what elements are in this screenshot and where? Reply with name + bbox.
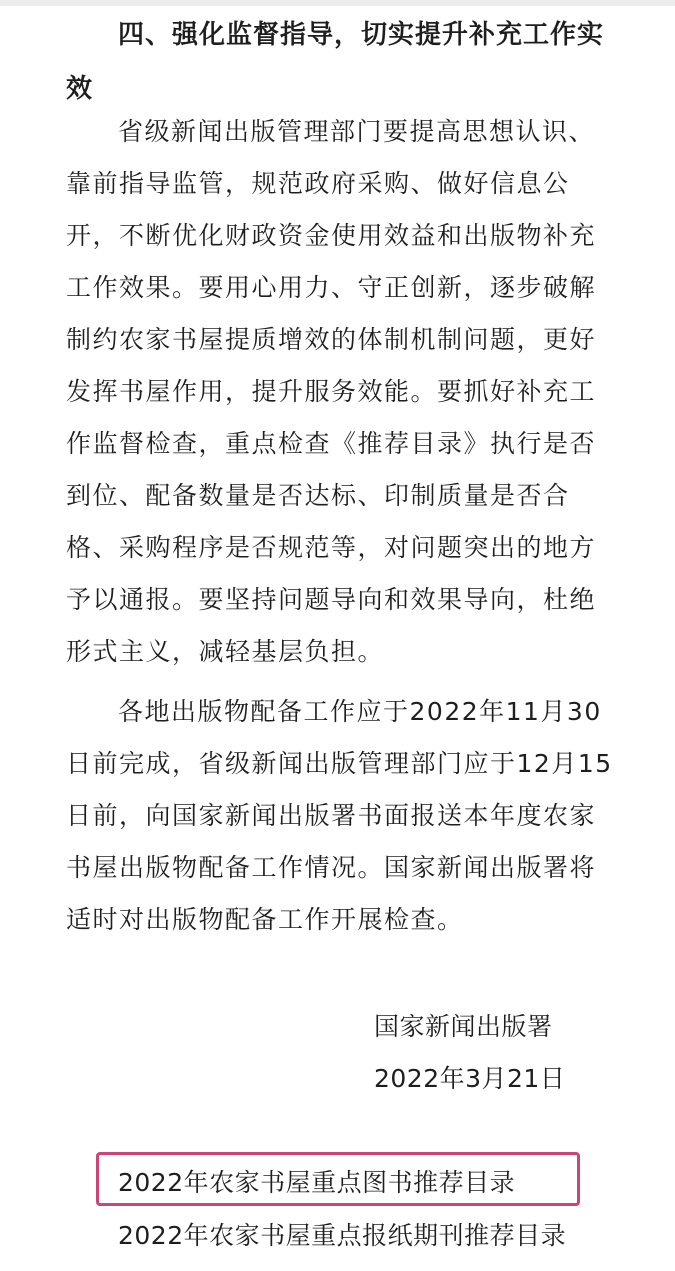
signature-date: 2022年3月21日 bbox=[374, 1064, 566, 1093]
top-edge bbox=[0, 0, 675, 6]
paragraph-supervision bbox=[66, 106, 618, 678]
section-heading-text: 四、强化监督指导，切实提升补充工作实效 bbox=[66, 20, 605, 104]
section-heading bbox=[66, 8, 618, 116]
paragraph-deadline-text: 各地出版物配备工作应于2022年11月30日前完成，省级新闻出版管理部门应于12月15日前，向国家新闻出版署书面报送本年度农家书屋出版物配备工作情况。国家新闻出版署将适时对出版物配备工作开展检查。 bbox=[66, 697, 613, 934]
paragraph-supervision-text: 省级新闻出版管理部门要提高思想认识、靠前指导监管，规范政府采购、做好信息公开，不断优化财政资金使用效益和出版物补充工作效果。要用心用力、守正创新，逐步破解制约农家书屋提质增效的体制机制问题，更好发挥书屋作用，提升服务效能。要抓好补充工作监督检查，重点检查《推荐目录》执行是否到位、配备数量是否达标、印制质量是否合格、采购程序是否规范等，对问题突出的地方予以通报。要坚持问题导向和效果导向，杜绝形式主义，减轻基层负担。 bbox=[66, 117, 597, 666]
attachment-link-books[interactable]: 2022年农家书屋重点图书推荐目录 bbox=[118, 1168, 516, 1197]
paragraph-deadline bbox=[66, 686, 618, 946]
attachment-link-periodicals[interactable]: 2022年农家书屋重点报纸期刊推荐目录 bbox=[118, 1221, 567, 1250]
signature-org: 国家新闻出版署 bbox=[374, 1012, 553, 1041]
